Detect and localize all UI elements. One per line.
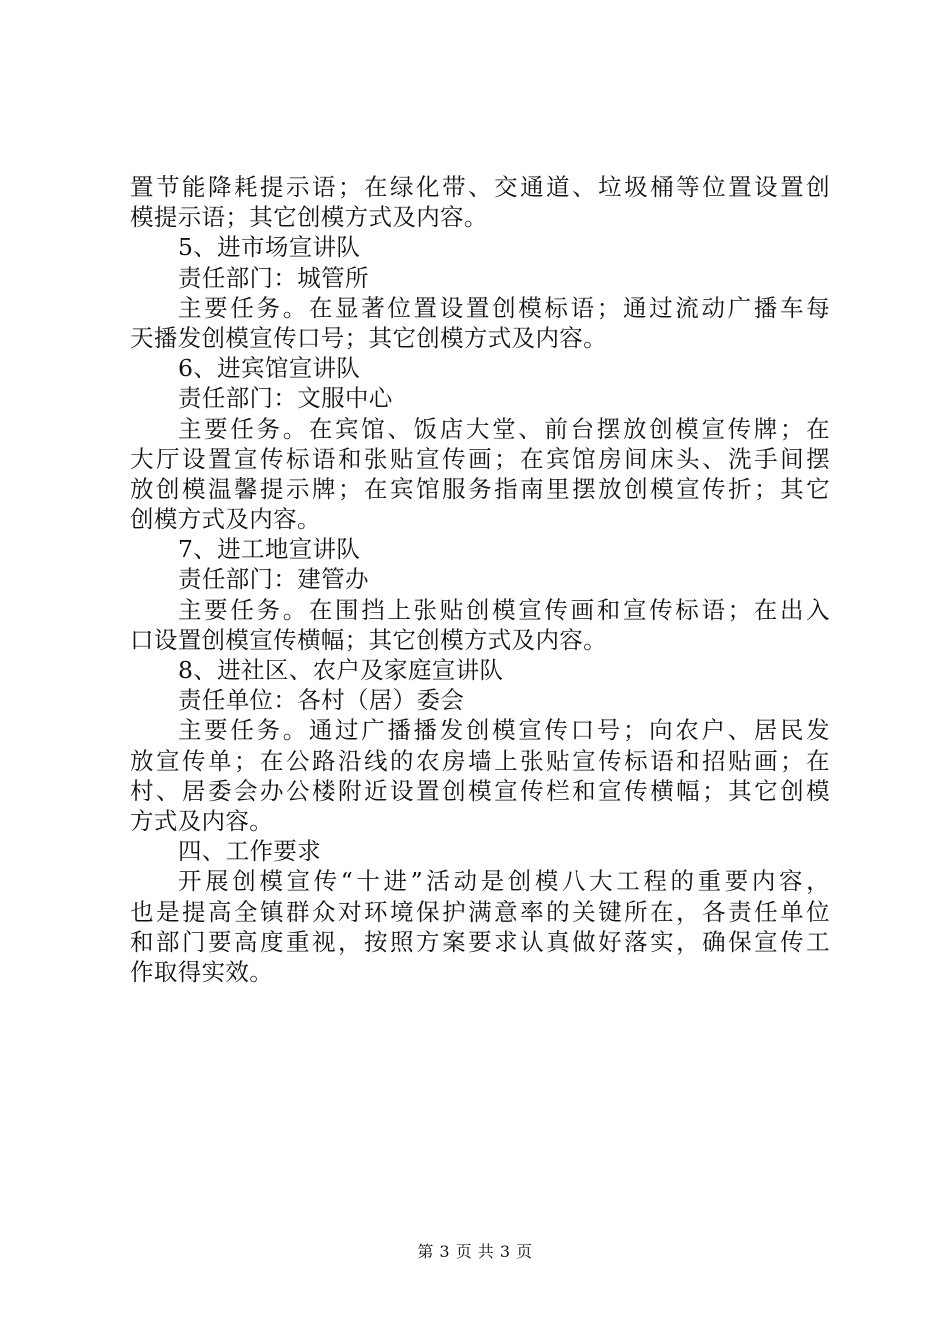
text-line: 方式及内容。 <box>130 806 274 835</box>
text-line: 模提示语；其它创模方式及内容。 <box>130 203 488 232</box>
text-line: 责任部门：文服中心 <box>178 384 393 413</box>
text-line: 天播发创模宣传口号；其它创模方式及内容。 <box>130 323 607 352</box>
text-line: 放宣传单；在公路沿线的农房墙上张贴宣传标语和招贴画；在 <box>130 746 830 775</box>
text-line: 主要任务。在宾馆、饭店大堂、前台摆放创模宣传牌；在 <box>178 414 830 443</box>
text-line: 5、进市场宣讲队 <box>178 233 361 262</box>
text-line: 责任单位：各村（居）委会 <box>178 686 465 715</box>
document-body <box>130 172 830 987</box>
text-line: 村、居委会办公楼附近设置创模宣传栏和宣传横幅；其它创模 <box>130 776 830 805</box>
text-line: 作取得实效。 <box>130 957 274 986</box>
text-line: 和部门要高度重视，按照方案要求认真做好落实，确保宣传工 <box>130 927 830 956</box>
text-line: 大厅设置宣传标语和张贴宣传画；在宾馆房间床头、洗手间摆 <box>130 444 830 473</box>
text-line: 6、进宾馆宣讲队 <box>178 354 361 383</box>
text-line: 主要任务。在显著位置设置创模标语；通过流动广播车每 <box>178 293 830 322</box>
text-line: 口设置创模宣传横幅；其它创模方式及内容。 <box>130 625 607 654</box>
text-line: 8、进社区、农户及家庭宣讲队 <box>178 656 504 684</box>
text-line: 主要任务。在围挡上张贴创模宣传画和宣传标语；在出入 <box>178 595 830 624</box>
page-number: 第 3 页 共 3 页 <box>417 1242 533 1261</box>
page-footer <box>0 1242 950 1262</box>
text-line: 责任部门：建管办 <box>178 565 369 594</box>
text-line: 置节能降耗提示语；在绿化带、交通道、垃圾桶等位置设置创 <box>130 173 830 201</box>
text-line: 开展创模宣传“十进”活动是创模八大工程的重要内容， <box>178 867 830 896</box>
text-line: 责任部门：城管所 <box>178 263 369 292</box>
text-line: 主要任务。通过广播播发创模宣传口号；向农户、居民发 <box>178 716 830 745</box>
text-line: 也是提高全镇群众对环境保护满意率的关键所在，各责任单位 <box>130 897 830 926</box>
text-line: 放创模温馨提示牌；在宾馆服务指南里摆放创模宣传折；其它 <box>130 474 830 503</box>
text-line: 四、工作要求 <box>178 837 322 866</box>
text-line: 创模方式及内容。 <box>130 505 321 534</box>
text-line: 7、进工地宣讲队 <box>178 535 361 564</box>
